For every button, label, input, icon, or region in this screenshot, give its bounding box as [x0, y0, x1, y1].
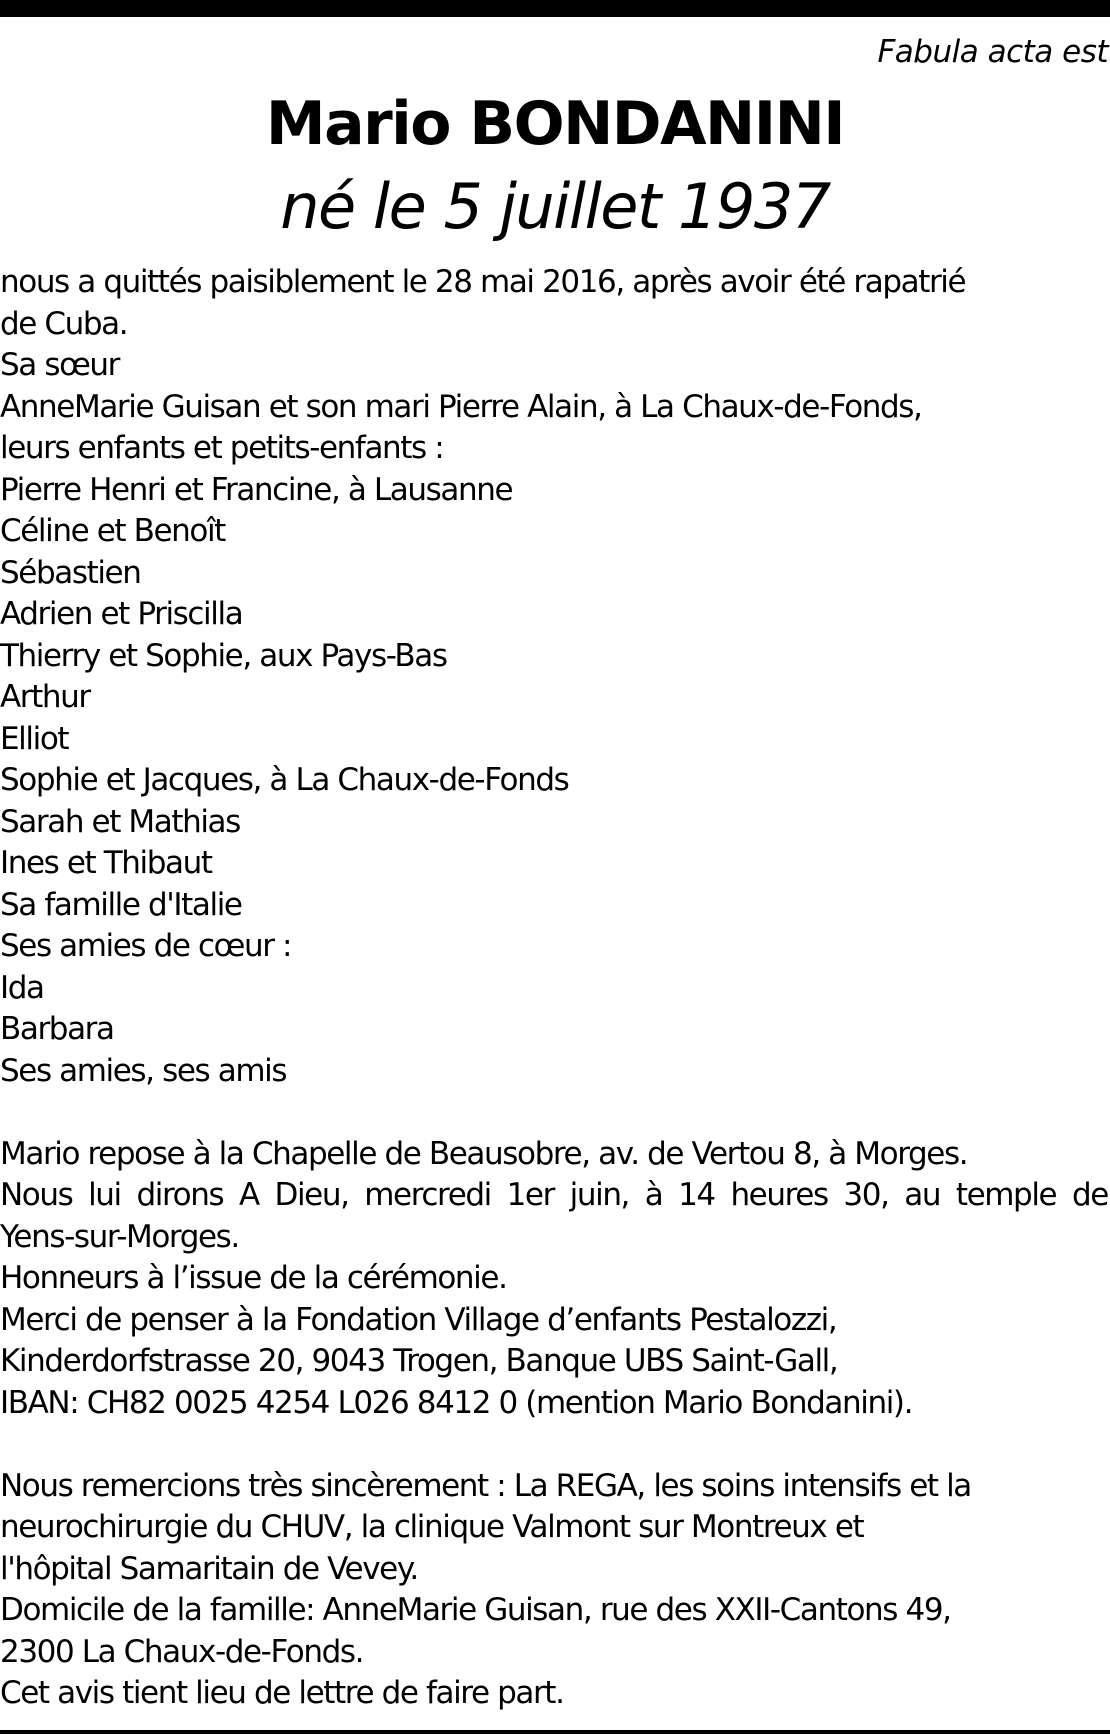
word: Nous	[0, 1177, 73, 1213]
family-member: Elliot	[0, 720, 69, 757]
family-member: Ines et Thibaut	[0, 845, 212, 881]
word: Dieu,	[274, 1177, 349, 1213]
family-member: Sébastien	[0, 554, 141, 591]
family-member: Sophie et Jacques, à La Chaux-de-Fonds	[0, 762, 569, 798]
deceased-name: Mario BONDANINI	[265, 89, 845, 159]
word: au	[904, 1177, 941, 1213]
body-line: Nous remercions très sincèrement : La REGA, les soins intensifs et la	[0, 1467, 971, 1504]
blank-line	[0, 1424, 1110, 1466]
body-line: Ses amies de cœur :	[0, 928, 292, 964]
word: juin,	[569, 1177, 630, 1213]
blank-line	[0, 1092, 1110, 1134]
ceremony-line	[0, 1175, 1108, 1217]
body-line: IBAN: CH82 0025 4254 L026 8412 0 (mention Mario Bondanini).	[0, 1384, 913, 1421]
body-line: AnneMarie Guisan et son mari Pierre Alain, à La Chaux-de-Fonds,	[0, 388, 922, 425]
body-line: de Cuba.	[0, 305, 128, 342]
body-line: Cet avis tient lieu de lettre de faire part.	[0, 1675, 564, 1711]
family-member: Ida	[0, 969, 44, 1006]
family-member: Pierre Henri et Francine, à Lausanne	[0, 471, 513, 508]
word: 30,	[843, 1177, 889, 1213]
word: heures	[730, 1177, 828, 1213]
body-line: l'hôpital Samaritain de Vevey.	[0, 1550, 418, 1587]
family-member: Barbara	[0, 1011, 114, 1047]
body-line: Sa sœur	[0, 347, 119, 383]
word: 14	[678, 1177, 715, 1213]
notice-body	[0, 262, 1110, 1715]
word: mercredi	[364, 1177, 491, 1213]
body-line: Honneurs à l’issue de la cérémonie.	[0, 1260, 507, 1296]
body-line: 2300 La Chaux-de-Fonds.	[0, 1633, 364, 1670]
family-member: Sarah et Mathias	[0, 803, 240, 840]
word: A	[238, 1177, 259, 1213]
body-line: Yens-sur-Morges.	[0, 1218, 239, 1255]
top-rule	[0, 0, 1110, 17]
word: dirons	[136, 1177, 224, 1213]
body-line: neurochirurgie du CHUV, la clinique Valmont sur Montreux et	[0, 1509, 864, 1545]
family-member: Arthur	[0, 679, 90, 715]
family-member: Thierry et Sophie, aux Pays-Bas	[0, 637, 447, 674]
body-line: Domicile de la famille: AnneMarie Guisan, rue des XXII-Cantons 49,	[0, 1592, 951, 1628]
word: 1er	[506, 1177, 554, 1213]
word: à	[644, 1177, 663, 1213]
word: temple	[955, 1177, 1057, 1213]
body-line: Kinderdorfstrasse 20, 9043 Trogen, Banque UBS Saint-Gall,	[0, 1343, 838, 1379]
body-line: Merci de penser à la Fondation Village d’enfants Pestalozzi,	[0, 1301, 837, 1338]
bottom-rule	[0, 1730, 1110, 1734]
body-line: leurs enfants et petits-enfants :	[0, 430, 444, 466]
body-line: Ses amies, ses amis	[0, 1052, 287, 1089]
body-line: Mario repose à la Chapelle de Beausobre, av. de Vertou 8, à Morges.	[0, 1135, 968, 1172]
birth-date: né le 5 juillet 1937	[280, 170, 830, 243]
family-member: Adrien et Priscilla	[0, 596, 243, 632]
word: lui	[88, 1177, 121, 1213]
body-line: Sa famille d'Italie	[0, 886, 242, 923]
family-member: Céline et Benoît	[0, 513, 225, 549]
motto: Fabula acta est	[877, 34, 1108, 70]
word: de	[1071, 1177, 1108, 1213]
body-line: nous a quittés paisiblement le 28 mai 2016, après avoir été rapatrié	[0, 264, 966, 300]
